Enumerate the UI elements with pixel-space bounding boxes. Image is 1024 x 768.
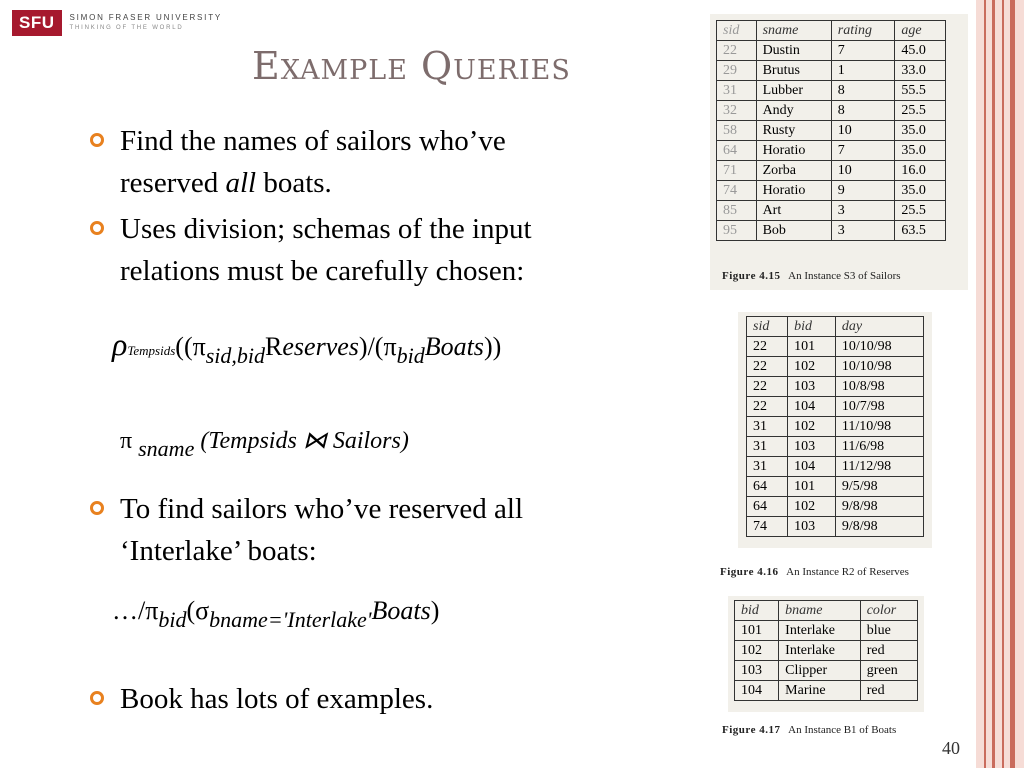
table-row [717, 161, 946, 181]
sailors-cell-rating: 8 [831, 101, 895, 121]
reserves-cell-day: 9/5/98 [835, 477, 923, 497]
reserves-header-bid: bid [788, 317, 836, 337]
table-row [735, 621, 918, 641]
reserves-cell-sid: 22 [747, 377, 788, 397]
boats-header-bname: bname [779, 601, 861, 621]
sailors-cell-sid: 71 [717, 161, 757, 181]
sailors-cell-rating: 10 [831, 161, 895, 181]
sailors-cell-age: 45.0 [895, 41, 946, 61]
table-row [717, 181, 946, 201]
logo-badge: SFU [12, 10, 62, 36]
reserves-caption: Figure 4.16 An Instance R2 of Reserves [720, 566, 909, 578]
boats-cell-color: red [860, 681, 917, 701]
table-row [747, 397, 924, 417]
reserves-cell-bid: 103 [788, 437, 836, 457]
reserves-cell-bid: 104 [788, 397, 836, 417]
sailors-cell-sname: Horatio [756, 141, 831, 161]
table-row [735, 681, 918, 701]
reserves-cell-day: 10/7/98 [835, 397, 923, 417]
table-row [717, 81, 946, 101]
boats-table [734, 600, 918, 701]
reserves-cell-sid: 22 [747, 357, 788, 377]
bullet-circle-icon [90, 501, 104, 515]
reserves-cell-bid: 103 [788, 517, 836, 537]
reserves-figure [738, 312, 932, 548]
sailors-header-sname: sname [756, 21, 831, 41]
bullet-3-line1: To find sailors who’ve reserved all [120, 493, 524, 525]
table-row [747, 337, 924, 357]
table-row [747, 497, 924, 517]
reserves-cell-bid: 103 [788, 377, 836, 397]
table-row [747, 417, 924, 437]
sfu-logo [12, 10, 222, 36]
bullet-2-line1: Uses division; schemas of the input [120, 213, 532, 245]
sailors-cell-sid: 32 [717, 101, 757, 121]
table-row [747, 437, 924, 457]
sailors-cell-age: 35.0 [895, 121, 946, 141]
decorative-stripes [976, 0, 1024, 768]
sailors-cell-rating: 3 [831, 201, 895, 221]
table-row [747, 517, 924, 537]
reserves-header-sid: sid [747, 317, 788, 337]
sailors-table [716, 20, 946, 241]
reserves-cell-sid: 31 [747, 417, 788, 437]
reserves-cell-sid: 64 [747, 497, 788, 517]
boats-header-color: color [860, 601, 917, 621]
boats-cell-color: blue [860, 621, 917, 641]
sailors-cell-age: 63.5 [895, 221, 946, 241]
reserves-cell-bid: 104 [788, 457, 836, 477]
sailors-cell-rating: 1 [831, 61, 895, 81]
logo-line2: THINKING OF THE WORLD [69, 25, 184, 31]
boats-cell-bname: Interlake [779, 621, 861, 641]
reserves-cell-sid: 31 [747, 437, 788, 457]
sailors-cell-rating: 8 [831, 81, 895, 101]
formula-division: $\rho Tempsids((\pi_{sid,bid}Reserves)/(\pi_{bid}Boats))$ [112, 326, 502, 368]
page-number: 40 [942, 738, 960, 758]
boats-header-bid: bid [735, 601, 779, 621]
table-row [747, 457, 924, 477]
reserves-cell-bid: 102 [788, 357, 836, 377]
sailors-cell-sname: Horatio [756, 181, 831, 201]
sailors-cell-sname: Zorba [756, 161, 831, 181]
table-row [717, 41, 946, 61]
reserves-cell-sid: 22 [747, 337, 788, 357]
sailors-cell-age: 33.0 [895, 61, 946, 81]
formula-projection: π sname (Tempsids ⋈ Sailors) [120, 428, 409, 461]
table-row [717, 141, 946, 161]
bullet-4-line1: Book has lots of examples. [120, 683, 434, 715]
table-row [747, 357, 924, 377]
table-row [717, 221, 946, 241]
sailors-cell-rating: 3 [831, 221, 895, 241]
reserves-cell-sid: 64 [747, 477, 788, 497]
sailors-cell-sname: Art [756, 201, 831, 221]
sailors-cell-rating: 7 [831, 41, 895, 61]
sailors-cell-sid: 85 [717, 201, 757, 221]
reserves-cell-day: 11/12/98 [835, 457, 923, 477]
bullet-circle-icon [90, 133, 104, 147]
boats-cell-color: red [860, 641, 917, 661]
sailors-cell-rating: 7 [831, 141, 895, 161]
boats-caption: Figure 4.17 An Instance B1 of Boats [722, 724, 897, 736]
table-row [747, 377, 924, 397]
table-row [735, 661, 918, 681]
reserves-cell-bid: 101 [788, 477, 836, 497]
table-row [747, 477, 924, 497]
sailors-cell-sname: Andy [756, 101, 831, 121]
sailors-cell-sname: Lubber [756, 81, 831, 101]
reserves-cell-bid: 101 [788, 337, 836, 357]
sailors-cell-age: 35.0 [895, 181, 946, 201]
sailors-cell-sid: 95 [717, 221, 757, 241]
sailors-cell-sname: Dustin [756, 41, 831, 61]
sailors-cell-sid: 22 [717, 41, 757, 61]
sailors-figure [710, 14, 968, 290]
sailors-cell-sname: Brutus [756, 61, 831, 81]
sailors-cell-rating: 9 [831, 181, 895, 201]
slide-title: Example Queries [252, 44, 571, 88]
reserves-cell-day: 9/8/98 [835, 517, 923, 537]
reserves-cell-sid: 74 [747, 517, 788, 537]
table-row [735, 641, 918, 661]
boats-cell-bname: Interlake [779, 641, 861, 661]
sailors-cell-age: 35.0 [895, 141, 946, 161]
boats-cell-bname: Marine [779, 681, 861, 701]
reserves-cell-day: 10/10/98 [835, 337, 923, 357]
reserves-cell-day: 9/8/98 [835, 497, 923, 517]
sailors-caption: Figure 4.15 An Instance S3 of Sailors [722, 270, 901, 282]
sailors-cell-sid: 58 [717, 121, 757, 141]
table-row [717, 61, 946, 81]
reserves-cell-sid: 22 [747, 397, 788, 417]
boats-cell-color: green [860, 661, 917, 681]
reserves-cell-day: 11/10/98 [835, 417, 923, 437]
table-row [717, 121, 946, 141]
sailors-header-rating: rating [831, 21, 895, 41]
sailors-cell-sid: 74 [717, 181, 757, 201]
reserves-cell-day: 10/8/98 [835, 377, 923, 397]
boats-cell-bid: 104 [735, 681, 779, 701]
table-row [717, 201, 946, 221]
bullet-3-line2: ‘Interlake’ boats: [120, 535, 317, 567]
bullet-1-line1: Find the names of sailors who’ve [120, 125, 506, 157]
sailors-cell-age: 16.0 [895, 161, 946, 181]
sailors-cell-age: 55.5 [895, 81, 946, 101]
boats-figure [728, 596, 924, 712]
boats-cell-bname: Clipper [779, 661, 861, 681]
reserves-cell-sid: 31 [747, 457, 788, 477]
sailors-cell-rating: 10 [831, 121, 895, 141]
formula-interlake: $\dots/\pi_{bid}(\sigma_{bname='Interlake'}Boats)$ [112, 596, 440, 632]
reserves-table [746, 316, 924, 537]
reserves-cell-day: 11/6/98 [835, 437, 923, 457]
bullet-circle-icon [90, 691, 104, 705]
sailors-cell-sname: Rusty [756, 121, 831, 141]
sailors-cell-sid: 64 [717, 141, 757, 161]
sailors-cell-age: 25.5 [895, 101, 946, 121]
boats-cell-bid: 102 [735, 641, 779, 661]
logo-line1: SIMON FRASER UNIVERSITY [69, 13, 223, 22]
sailors-cell-sid: 29 [717, 61, 757, 81]
boats-cell-bid: 101 [735, 621, 779, 641]
reserves-cell-bid: 102 [788, 417, 836, 437]
reserves-cell-bid: 102 [788, 497, 836, 517]
bullet-1-line2: reserved all boats. [120, 167, 332, 199]
sailors-header-sid: sid [717, 21, 757, 41]
reserves-cell-day: 10/10/98 [835, 357, 923, 377]
sailors-cell-age: 25.5 [895, 201, 946, 221]
boats-cell-bid: 103 [735, 661, 779, 681]
bullet-circle-icon [90, 221, 104, 235]
sailors-cell-sname: Bob [756, 221, 831, 241]
sailors-cell-sid: 31 [717, 81, 757, 101]
sailors-header-age: age [895, 21, 946, 41]
reserves-header-day: day [835, 317, 923, 337]
table-row [717, 101, 946, 121]
bullet-2-line2: relations must be carefully chosen: [120, 255, 525, 287]
